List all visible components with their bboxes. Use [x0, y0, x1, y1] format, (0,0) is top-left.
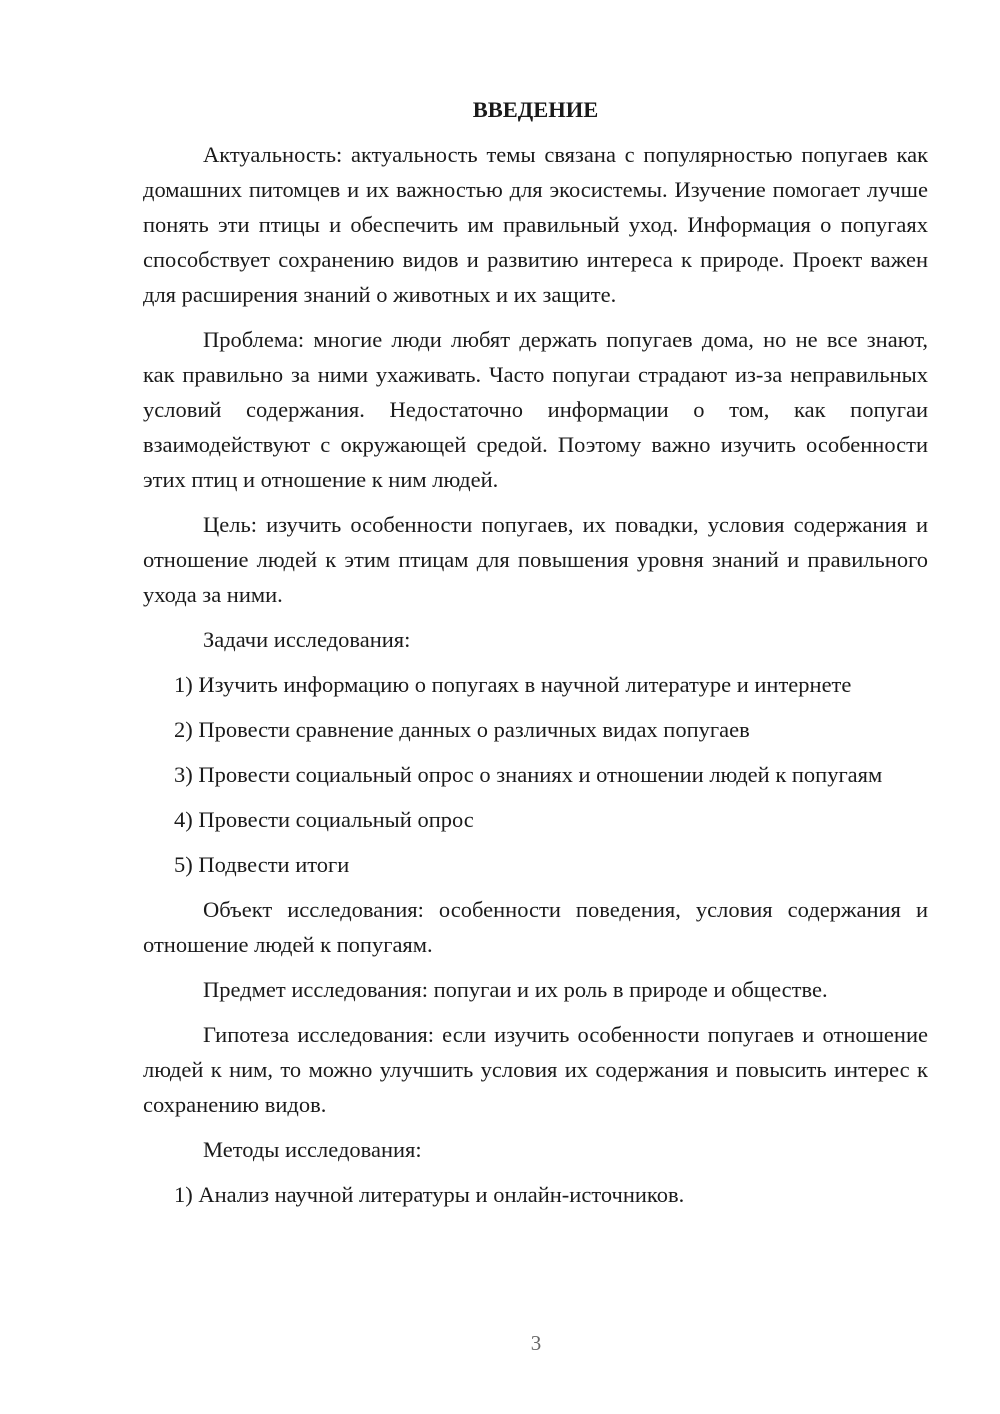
- task-item: 2) Провести сравнение данных о различных видах попугаев: [174, 717, 750, 742]
- section-heading: ВВЕДЕНИЕ: [472, 97, 599, 122]
- goal-paragraph: Цель: изучить особенности попугаев, их повадки, условия содержания и отношение людей к этим птицам для повышения уровня знаний и правильного ухода за ними.: [143, 512, 928, 607]
- tasks-title: Задачи исследования:: [203, 627, 411, 652]
- object-paragraph: Объект исследования: особенности поведения, условия содержания и отношение людей к попугаям.: [143, 897, 928, 957]
- page-number: 3: [530, 1331, 542, 1355]
- task-item: 5) Подвести итоги: [174, 852, 350, 877]
- task-item: 4) Провести социальный опрос: [174, 807, 474, 832]
- document-page: [143, 92, 928, 1222]
- methods-title: Методы исследования:: [203, 1137, 422, 1162]
- problem-paragraph: Проблема: многие люди любят держать попугаев дома, но не все знают, как правильно за ними ухаживать. Часто попугаи страдают из-за неправильных условий содержания. Недостаточно информации о том, как попугаи взаимодействуют с окружающей средой. Поэтому важно изучить особенности этих птиц и отношение к ним людей.: [143, 327, 928, 492]
- task-item: 1) Изучить информацию о попугаях в научной литературе и интернете: [174, 672, 852, 697]
- subject-paragraph: Предмет исследования: попугаи и их роль в природе и обществе.: [203, 977, 828, 1002]
- hypothesis-paragraph: Гипотеза исследования: если изучить особенности попугаев и отношение людей к ним, то можно улучшить условия их содержания и повысить интерес к сохранению видов.: [143, 1022, 928, 1117]
- task-item: 3) Провести социальный опрос о знаниях и отношении людей к попугаям: [174, 762, 883, 787]
- method-item: 1) Анализ научной литературы и онлайн-источников.: [174, 1182, 685, 1207]
- relevance-paragraph: Актуальность: актуальность темы связана с популярностью попугаев как домашних питомцев и их важностью для экосистемы. Изучение помогает лучше понять эти птицы и обеспечить им правильный уход. Информация о попугаях способствует сохранению видов и развитию интереса к природе. Проект важен для расширения знаний о животных и их защите.: [143, 142, 928, 307]
